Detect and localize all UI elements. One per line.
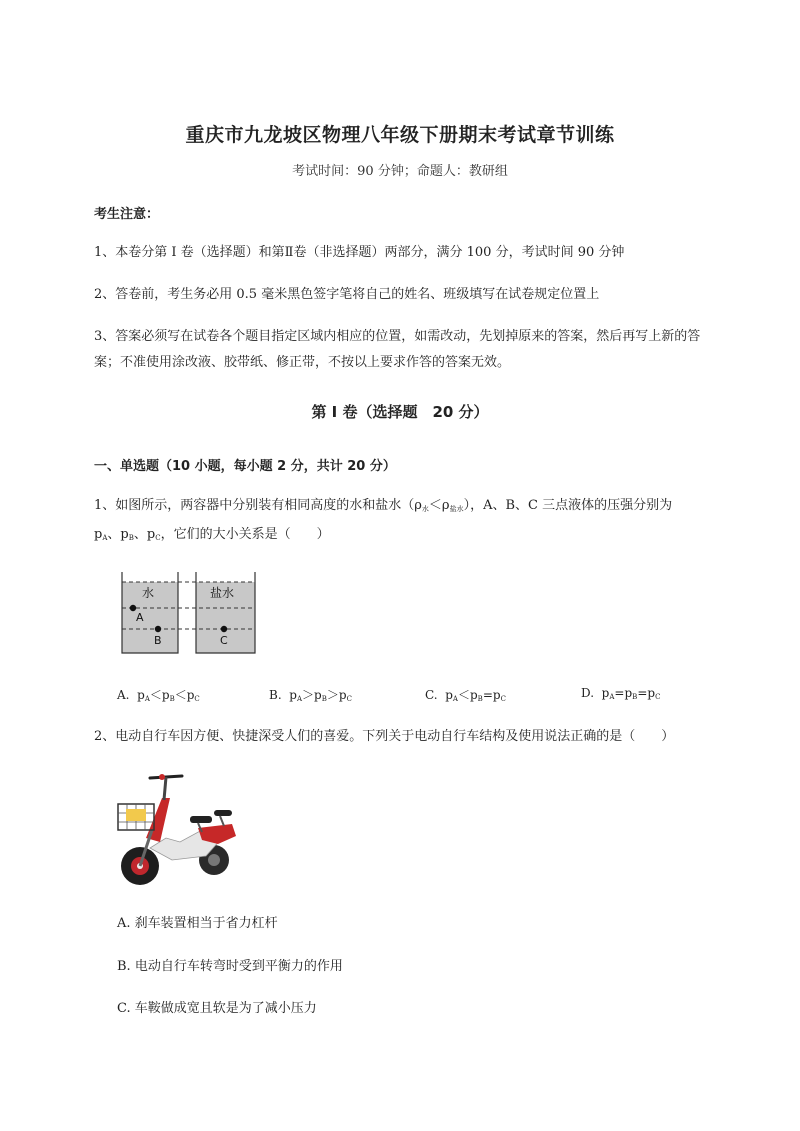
option-sub: B xyxy=(169,695,175,703)
option-op: ＜p xyxy=(149,688,170,702)
q1-stem-part: ），A、B、C 三点液体的压强分别为 xyxy=(463,498,673,513)
option-sub: C xyxy=(500,695,506,703)
q1-sub-b: B xyxy=(128,534,134,542)
q2-stem: 2、电动自行车因方便、快捷深受人们的喜爱。下列关于电动自行车结构及使用说法正确的是（ ） xyxy=(94,729,675,744)
q1-sub-salt: 盐水 xyxy=(449,505,464,513)
option-prefix: A. xyxy=(117,688,130,702)
option-sub: B xyxy=(321,695,327,703)
option-sub: A xyxy=(144,695,150,703)
option-sub: C xyxy=(194,695,200,703)
point-b xyxy=(155,626,161,632)
q1-sep: 、p xyxy=(107,527,129,542)
point-c xyxy=(221,626,227,632)
saltwater-label: 盐水 xyxy=(210,586,235,600)
water-label: 水 xyxy=(142,586,155,600)
rear-seat xyxy=(214,810,232,816)
q1-option-d[interactable] xyxy=(581,686,660,701)
containers-diagram xyxy=(118,570,263,656)
option-op: ＜p xyxy=(457,688,478,702)
option-p: p xyxy=(445,688,453,702)
option-op: ＞p xyxy=(302,688,322,702)
option-prefix: D. xyxy=(581,686,595,700)
q1-p: p xyxy=(94,527,103,542)
q1-sub-water: 水 xyxy=(421,505,429,513)
notice-heading: 考生注意： xyxy=(94,207,160,222)
option-sub: A xyxy=(452,695,458,703)
rear-hub xyxy=(208,854,220,866)
option-p: p xyxy=(137,688,145,702)
basket-item xyxy=(126,809,146,821)
headlight xyxy=(159,774,165,780)
option-sub: C xyxy=(346,695,352,703)
q1-option-a[interactable] xyxy=(117,686,200,703)
q1-stem xyxy=(94,493,734,551)
option-op: =p xyxy=(614,686,633,700)
q1-sep: 、p xyxy=(133,527,156,542)
point-b-label: B xyxy=(154,634,162,647)
part-heading: 一、单选题（10 小题，每小题 2 分，共计 20 分） xyxy=(94,459,396,474)
exam-subtitle: 考试时间：90 分钟；命题人：教研组 xyxy=(292,164,508,179)
electric-bike-image xyxy=(110,768,250,892)
option-op: =p xyxy=(637,686,656,700)
option-sub: A xyxy=(609,693,615,701)
option-prefix: B. xyxy=(269,688,282,702)
option-sub: A xyxy=(296,695,303,703)
notice-item-3: 3、答案必须写在试卷各个题目指定区域内相应的位置，如需改动，先划掉原来的答案，然后再写上新的答案；不准使用涂改液、胶带纸、修正带，不按以上要求作答的答案无效。 xyxy=(94,329,701,370)
exam-title: 重庆市九龙坡区物理八年级下册期末考试章节训练 xyxy=(185,124,615,146)
option-p: p xyxy=(601,686,610,700)
option-op: =p xyxy=(482,688,501,702)
point-c-label: C xyxy=(220,634,228,647)
q2-option-a[interactable]: A. 刹车装置相当于省力杠杆 xyxy=(117,916,278,931)
notice-item-1: 1、本卷分第 I 卷（选择题）和第Ⅱ卷（非选择题）两部分，满分 100 分，考试时间 90 分钟 xyxy=(94,245,625,260)
q1-sub-c: C xyxy=(155,534,161,542)
q1-lt: ＜ρ xyxy=(428,498,450,513)
option-prefix: C. xyxy=(425,688,438,702)
option-sub: B xyxy=(632,693,638,701)
notice-item-2: 2、答卷前，考生务必用 0.5 毫米黑色签字笔将自己的姓名、班级填写在试卷规定位置上 xyxy=(94,287,600,302)
q1-stem-part: 1、如图所示，两容器中分别装有相同高度的水和盐水（ρ xyxy=(94,498,422,513)
option-op: ＜p xyxy=(174,688,195,702)
point-a-label: A xyxy=(136,611,144,624)
option-sub: C xyxy=(655,693,661,701)
q1-sub-a: A xyxy=(102,534,108,542)
q1-option-b[interactable] xyxy=(269,686,352,703)
q1-option-c[interactable] xyxy=(425,686,506,703)
option-p: p xyxy=(289,688,297,702)
steering-column xyxy=(164,777,166,800)
q1-stem-tail: ，它们的大小关系是（ ） xyxy=(160,527,330,542)
q1-options xyxy=(117,686,737,706)
q2-option-c[interactable]: C. 车鞍做成宽且软是为了减小压力 xyxy=(117,1001,317,1016)
section-title: 第 I 卷（选择题 20 分） xyxy=(311,403,489,421)
front-seat xyxy=(190,816,212,823)
option-op: ＞p xyxy=(326,688,347,702)
option-sub: B xyxy=(477,695,483,703)
q2-option-b[interactable]: B. 电动自行车转弯时受到平衡力的作用 xyxy=(117,959,343,974)
